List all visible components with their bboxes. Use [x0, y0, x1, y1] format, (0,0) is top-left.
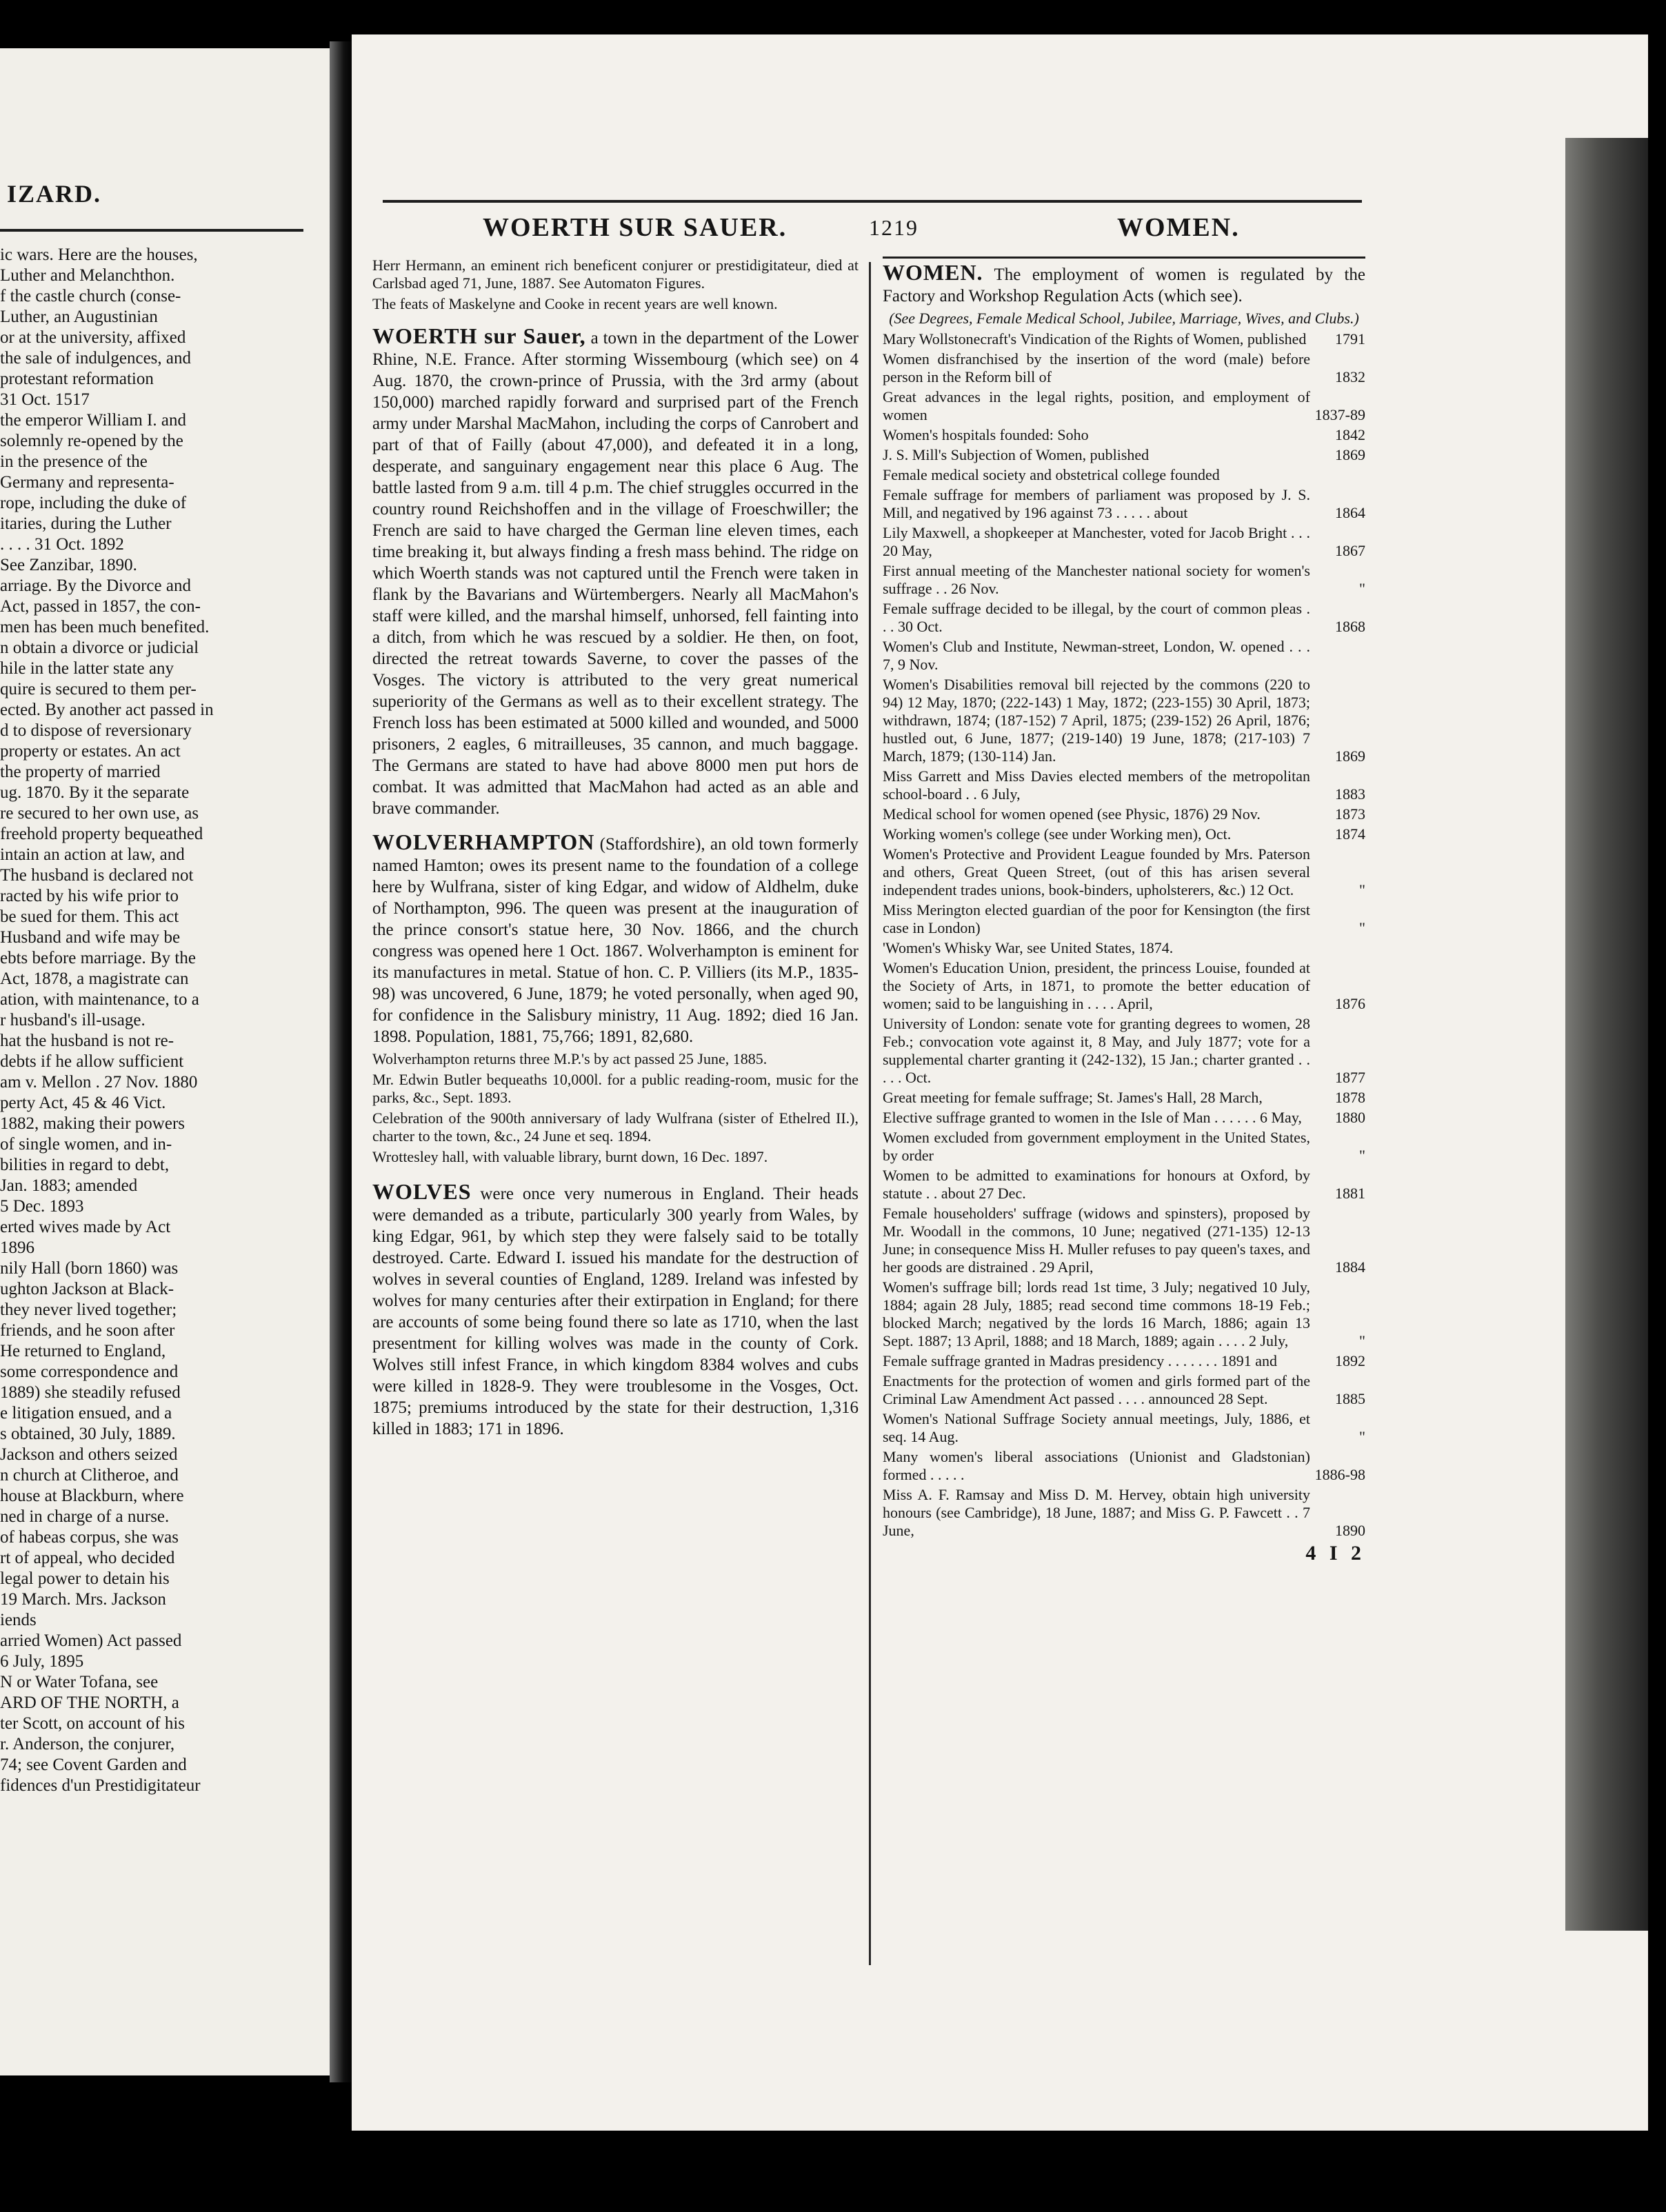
entry-text: Working women's college (see under Working men), Oct.	[883, 825, 1232, 843]
entry-date: 1881	[1335, 1185, 1365, 1202]
entry-text: Enactments for the protection of women and girls formed part of the Criminal Law Amendment Act passed . . . . announced 28 Sept.	[883, 1372, 1310, 1407]
entry-text: J. S. Mill's Subjection of Women, published	[883, 446, 1150, 463]
right-page	[352, 34, 1648, 2131]
women-see-also: (See Degrees, Female Medical School, Jubilee, Marriage, Wives, and Clubs.)	[889, 310, 1359, 327]
left-text-line: Husband and wife may be	[0, 928, 181, 947]
left-text-line: or at the university, affixed	[0, 328, 186, 347]
women-entry	[883, 1015, 1365, 1087]
left-text-line: r. Anderson, the conjurer,	[0, 1735, 175, 1753]
left-text-line: itaries, during the Luther	[0, 514, 172, 533]
column-rule	[869, 262, 871, 1965]
column-1	[372, 257, 859, 1442]
wolverhampton-note: Celebration of the 900th anniversary of lady Wulfrana (sister of Ethelred II.), charter to the town, &c., 24 June et seq. 1894.	[372, 1109, 859, 1145]
hermann-note: Herr Hermann, an eminent rich beneficent conjurer or prestidigitateur, died at Carlsbad aged 71, June, 1887. See Automaton Figures.	[372, 257, 859, 292]
left-text-line: quire is secured to them per-	[0, 680, 197, 698]
left-running-head: IZARD.	[7, 180, 102, 208]
entry-date: "	[1359, 1147, 1365, 1164]
left-text-line: 1896	[0, 1238, 34, 1257]
entry-date: 1876	[1335, 995, 1365, 1012]
left-text-line: racted by his wife prior to	[0, 887, 179, 905]
entry-date: 1884	[1335, 1258, 1365, 1276]
women-entry	[883, 524, 1365, 560]
left-head-rule	[0, 229, 303, 232]
women-entry	[883, 562, 1365, 598]
entry-text: Miss Merington elected guardian of the poor for Kensington (the first case in London)	[883, 901, 1310, 936]
women-entries	[883, 330, 1365, 1540]
left-text-line: hat the husband is not re-	[0, 1032, 174, 1050]
left-text-line: debts if he allow sufficient	[0, 1052, 184, 1071]
left-text-line: perty Act, 45 & 46 Vict.	[0, 1094, 166, 1112]
wolverhampton-note: Wolverhampton returns three M.P.'s by act passed 25 June, 1885.	[372, 1050, 767, 1067]
running-head-right: WOMEN.	[1117, 213, 1240, 242]
women-entry	[883, 426, 1365, 444]
women-entry	[883, 959, 1365, 1013]
left-text-line: ug. 1870. By it the separate	[0, 783, 190, 802]
entry-text: Female suffrage for members of parliament was proposed by J. S. Mill, and negatived by 196 against 73 . . . . . about	[883, 486, 1310, 521]
left-text-line: solemnly re-opened by the	[0, 432, 183, 450]
entry-text: University of London: senate vote for granting degrees to women, 28 Feb.; convocation vote against it, 8 May, and July 1877; vote for a supplemental charter granting it (242-132), 15 Jan.; charter granted . . . . . Oct.	[883, 1015, 1310, 1086]
left-text-line: Jackson and others seized	[0, 1445, 178, 1464]
women-entry	[883, 1278, 1365, 1350]
woerth-body: a town in the department of the Lower Rhine, N.E. France. After storming Wissembourg (which see) on 4 Aug. 1870, the crown-prince of Prussia, with the 3rd army (about 150,000) marched rapidly forward and surprised part of the French army under Marshal MacMahon, including the corps of Canrobert and part of that of Failly (about 47,000), and defeated it in a long, desperate, and sanguinary engagement near this place 6 Aug. The battle lasted from 9 a.m. till 4 p.m. The chief struggles occurred in the country round Reichshoffen and in the village of Froeschwiller; the French are said to have charged the German line eleven times, each time breaking it, but always finding a fresh mass behind. The ridge on which Woerth stands was not captured until the French were taken in flank by the Bavarians and Würtembergers. Nearly all MacMahon's staff were killed, and the marshal himself, unhorsed, fell fainting into a ditch, from which he was rescued by a soldier. He then, on foot, directed the retreat towards Saverne, to cover the passes of the Vosges. The victory is attributed to the very great numerical superiority of the Germans as well as to their excellent strategy. The French loss has been estimated at 5000 killed and wounded, and 5000 prisoners, 2 eagles, 6 mitrailleuses, 35 cannon, and much baggage. The Germans are stated to have had above 8000 men put hors de combat. It was admitted that MacMahon had acted as an able and brave commander.	[372, 329, 859, 818]
entry-text: Female suffrage decided to be illegal, by the court of common pleas . . . 30 Oct.	[883, 600, 1310, 635]
signature-mark: 4 I 2	[1305, 1542, 1365, 1565]
women-entry	[883, 1448, 1365, 1484]
women-entry	[883, 1109, 1365, 1127]
entry-date: 1869	[1335, 747, 1365, 765]
left-text-line: 1889) she steadily refused	[0, 1383, 181, 1402]
left-text-line: N or Water Tofana, see	[0, 1673, 159, 1691]
left-text-line: The husband is declared not	[0, 866, 194, 885]
left-page-text	[0, 245, 303, 1796]
entry-text: Mary Wollstonecraft's Vindication of the Rights of Women, published	[883, 330, 1307, 348]
left-text-line: of single women, and in-	[0, 1135, 172, 1154]
left-page	[0, 48, 330, 2075]
left-text-line: friends, and he soon after	[0, 1321, 175, 1340]
women-entry	[883, 805, 1365, 823]
left-text-line: 1882, making their powers	[0, 1114, 185, 1133]
women-entry	[883, 1089, 1365, 1107]
women-entry	[883, 466, 1365, 484]
entry-text: Women's Club and Institute, Newman-street, London, W. opened . . . 7, 9 Nov.	[883, 638, 1310, 673]
entry-text: Many women's liberal associations (Unionist and Gladstonian) formed . . . . .	[883, 1448, 1310, 1483]
left-text-line: Act, 1878, a magistrate can	[0, 969, 189, 988]
gutter-shadow	[330, 41, 353, 2082]
left-text-line: fidences d'un Prestidigitateur	[0, 1776, 201, 1795]
left-text-line: d to dispose of reversionary	[0, 721, 192, 740]
left-text-line: Act, passed in 1857, the con-	[0, 597, 201, 616]
entry-date: "	[1359, 1428, 1365, 1445]
left-text-line: r husband's ill-usage.	[0, 1011, 145, 1029]
left-text-line: ned in charge of a nurse.	[0, 1507, 170, 1526]
left-text-line: rope, including the duke of	[0, 494, 187, 512]
women-entry	[883, 446, 1365, 464]
left-text-line: arried Women) Act passed	[0, 1631, 182, 1650]
entry-text: Lily Maxwell, a shopkeeper at Manchester, voted for Jacob Bright . . . 20 May,	[883, 524, 1310, 559]
left-text-line: bilities in regard to debt,	[0, 1156, 170, 1174]
woerth-article	[372, 325, 859, 819]
left-text-line: 31 Oct. 1517	[0, 390, 90, 409]
entry-text: Female suffrage granted in Madras presidency . . . . . . . 1891 and	[883, 1352, 1278, 1369]
left-text-line: ter Scott, on account of his	[0, 1714, 185, 1733]
left-text-line: 5 Dec. 1893	[0, 1197, 84, 1216]
wolves-article	[372, 1181, 859, 1440]
women-intro: The employment of women is regulated by the Factory and Workshop Regulation Acts (which see).	[883, 265, 1365, 305]
left-text-line: iends	[0, 1611, 37, 1629]
left-text-line: s obtained, 30 July, 1889.	[0, 1425, 176, 1443]
left-text-line: legal power to detain his	[0, 1569, 170, 1588]
running-head-left: WOERTH SUR SAUER.	[483, 213, 787, 242]
entry-text: Women's Education Union, president, the princess Louise, founded at the Society of Arts, in 1871, to promote the better education of women; said to be languishing in . . . . April,	[883, 959, 1310, 1012]
entry-text: Women's hospitals founded: Soho	[883, 426, 1089, 443]
women-entry	[883, 1167, 1365, 1203]
left-text-line: ARD OF THE NORTH, a	[0, 1693, 179, 1712]
left-text-line: ughton Jackson at Black-	[0, 1280, 174, 1298]
page-edge	[1565, 138, 1648, 1931]
left-text-line: property or estates. An act	[0, 742, 181, 761]
left-text-line: arriage. By the Divorce and	[0, 576, 191, 595]
left-text-line: 6 July, 1895	[0, 1652, 84, 1671]
page-number: 1219	[869, 215, 919, 240]
left-text-line: ebts before marriage. By the	[0, 949, 196, 967]
women-entry	[883, 1352, 1365, 1370]
left-text-line: re secured to her own use, as	[0, 804, 199, 823]
women-entry	[883, 638, 1365, 674]
women-entry	[883, 350, 1365, 386]
women-article	[883, 262, 1365, 307]
entry-text: Women disfranchised by the insertion of the word (male) before person in the Reform bill of	[883, 350, 1310, 385]
maskelyne-note: The feats of Maskelyne and Cooke in recent years are well known.	[372, 295, 778, 312]
women-entry	[883, 1372, 1365, 1408]
women-entry	[883, 901, 1365, 937]
women-entry	[883, 939, 1365, 957]
left-text-line: ation, with maintenance, to a	[0, 990, 199, 1009]
entry-text: Miss A. F. Ramsay and Miss D. M. Hervey, obtain high university honours (see Cambridge), 18 June, 1887; and Miss G. P. Fawcett . . 7 June,	[883, 1486, 1310, 1539]
wolverhampton-note: Mr. Edwin Butler bequeaths 10,000l. for a public reading-room, music for the parks, &c., Sept. 1893.	[372, 1071, 859, 1106]
entry-date: 1883	[1335, 785, 1365, 803]
wolverhampton-note: Wrottesley hall, with valuable library, burnt down, 16 Dec. 1897.	[372, 1148, 768, 1165]
women-entry	[883, 845, 1365, 899]
entry-text: Medical school for women opened (see Physic, 1876) 29 Nov.	[883, 805, 1261, 823]
left-text-line: e litigation ensued, and a	[0, 1404, 172, 1422]
entry-date: 1886-98	[1314, 1466, 1365, 1483]
entry-date: 1878	[1335, 1089, 1365, 1106]
entry-date: 1890	[1335, 1522, 1365, 1539]
left-text-line: 19 March. Mrs. Jackson	[0, 1590, 166, 1609]
wolves-body: were once very numerous in England. Their heads were demanded as a tribute, particularly 300 yearly from Wales, by king Edgar, 961, by which step they were falsely said to be totally destroyed. Carte. Edward I. issued his mandate for the destruction of wolves in several counties of England, 1289. Ireland was infested by wolves for many centuries after their extirpation in England; for there are accounts of some being found there so late as 1710, when the last presentment for killing wolves was made in the county of Cork. Wolves still infest France, in which kingdom 8384 wolves and cubs were killed in 1828-9. They were troublesome in the Vosges, Oct. 1875; premiums introduced by the state for their destruction, 1,316 killed in 1883; 171 in 1896.	[372, 1185, 859, 1438]
entry-text: First annual meeting of the Manchester national society for women's suffrage . . 26 Nov.	[883, 562, 1310, 597]
left-text-line: be sued for them. This act	[0, 907, 179, 926]
women-entry	[883, 1129, 1365, 1165]
entry-date: 1867	[1335, 542, 1365, 559]
entry-text: Women's Protective and Provident League founded by Mrs. Paterson and others, Great Queen Street, (out of this has arisen several independent trades unions, book-binders, upholsterers, &c.) 12 Oct.	[883, 845, 1310, 898]
left-text-line: the emperor William I. and	[0, 411, 186, 430]
entry-date: 1842	[1335, 426, 1365, 443]
left-text-line: Germany and representa-	[0, 473, 174, 492]
left-text-line: 74; see Covent Garden and	[0, 1756, 187, 1774]
left-text-line: they never lived together;	[0, 1300, 177, 1319]
entry-text: Elective suffrage granted to women in the Isle of Man . . . . . . 6 May,	[883, 1109, 1302, 1126]
women-entry	[883, 1410, 1365, 1446]
entry-date: 1880	[1335, 1109, 1365, 1126]
left-text-line: See Zanzibar, 1890.	[0, 556, 137, 574]
women-entry	[883, 388, 1365, 424]
wolves-headword: WOLVES	[372, 1179, 472, 1204]
left-text-line: of habeas corpus, she was	[0, 1528, 179, 1547]
entry-date: 1877	[1335, 1069, 1365, 1086]
entry-date: "	[1359, 1332, 1365, 1349]
left-text-line: rt of appeal, who decided	[0, 1549, 175, 1567]
left-text-line: protestant reformation	[0, 370, 154, 388]
header-bottom-rule	[883, 257, 1365, 259]
entry-date: 1832	[1335, 368, 1365, 385]
women-entry	[883, 676, 1365, 765]
entry-date: 1868	[1335, 618, 1365, 635]
entry-date: "	[1359, 919, 1365, 936]
women-headword: WOMEN.	[883, 260, 983, 285]
wolverhampton-headword: WOLVERHAMPTON	[372, 830, 595, 854]
wolverhampton-body: (Staffordshire), an old town formerly named Hamton; owes its present name to the foundation of a college here by Wulfrana, sister of king Edgar, and widow of Aldhelm, duke of Northampton, 996. The queen was present at the inauguration of the prince consort's statue here, 30 Nov. 1866, and the church congress was opened here 1 Oct. 1867. Wolverhampton is eminent for its manufactures in metal. Statue of hon. C. P. Villiers (its M.P., 1835-98) was uncovered, 6 June, 1879; he voted personally, when aged 90, for confidence in the Salisbury ministry, 11 Aug. 1892; died 16 Jan. 1898. Population, 1881, 75,766; 1891, 82,680.	[372, 835, 859, 1046]
entry-date: 1837-89	[1314, 406, 1365, 423]
entry-date: 1864	[1335, 504, 1365, 521]
woerth-headword: WOERTH sur Sauer,	[372, 323, 586, 348]
entry-date: 1873	[1335, 805, 1365, 823]
left-text-line: ected. By another act passed in	[0, 701, 214, 719]
left-text-line: nily Hall (born 1860) was	[0, 1259, 179, 1278]
entry-text: Women excluded from government employment in the United States, by order	[883, 1129, 1310, 1164]
left-text-line: house at Blackburn, where	[0, 1487, 184, 1505]
header-top-rule	[383, 200, 1362, 203]
left-text-line: n church at Clitheroe, and	[0, 1466, 179, 1485]
women-entry	[883, 1486, 1365, 1540]
left-text-line: intain an action at law, and	[0, 845, 185, 864]
wolverhampton-notes	[372, 1050, 859, 1166]
women-entry	[883, 330, 1365, 348]
left-text-line: the sale of indulgences, and	[0, 349, 191, 368]
entry-text: Women's National Suffrage Society annual meetings, July, 1886, et seq. 14 Aug.	[883, 1410, 1310, 1445]
left-text-line: f the castle church (conse-	[0, 287, 181, 305]
entry-date: 1869	[1335, 446, 1365, 463]
entry-date: 1791	[1335, 330, 1365, 348]
column-2	[883, 262, 1365, 1564]
entry-text: Women's suffrage bill; lords read 1st time, 3 July; negatived 10 July, 1884; again 28 July, 1885; read second time commons 18-19 Feb.; blocked March; negatived by the lords 16 March, 1886; again 13 Sept. 1887; 13 April, 1888; and 18 March, 1889; again . . . . 2 July,	[883, 1278, 1310, 1349]
entry-text: Great meeting for female suffrage; St. James's Hall, 28 March,	[883, 1089, 1263, 1106]
women-entry	[883, 825, 1365, 843]
left-text-line: Luther and Melanchthon.	[0, 266, 175, 285]
entry-text: Miss Garrett and Miss Davies elected members of the metropolitan school-board . . 6 July,	[883, 767, 1310, 803]
left-text-line: Luther, an Augustinian	[0, 308, 158, 326]
left-text-line: hile in the latter state any	[0, 659, 174, 678]
left-text-line: in the presence of the	[0, 452, 148, 471]
left-text-line: men has been much benefited.	[0, 618, 210, 636]
entry-date: 1885	[1335, 1390, 1365, 1407]
left-text-line: . . . . 31 Oct. 1892	[0, 535, 124, 554]
women-entry	[883, 1205, 1365, 1276]
left-text-line: freehold property bequeathed	[0, 825, 203, 843]
left-text-line: the property of married	[0, 763, 161, 781]
entry-date: 1892	[1335, 1352, 1365, 1369]
left-text-line: am v. Mellon . 27 Nov. 1880	[0, 1073, 198, 1092]
left-text-line: He returned to England,	[0, 1342, 166, 1360]
left-text-line: n obtain a divorce or judicial	[0, 639, 199, 657]
left-text-line: Jan. 1883; amended	[0, 1176, 138, 1195]
left-text-line: erted wives made by Act	[0, 1218, 171, 1236]
entry-text: Female medical society and obstetrical college founded	[883, 466, 1220, 483]
women-entry	[883, 767, 1365, 803]
wolverhampton-article	[372, 832, 859, 1047]
entry-date: "	[1359, 580, 1365, 597]
entry-date: 1874	[1335, 825, 1365, 843]
women-entry	[883, 486, 1365, 522]
entry-text: Women to be admitted to examinations for honours at Oxford, by statute . . about 27 Dec.	[883, 1167, 1310, 1202]
left-text-line: ic wars. Here are the houses,	[0, 245, 198, 264]
women-entry	[883, 600, 1365, 636]
entry-text: Female householders' suffrage (widows and spinsters), proposed by Mr. Woodall in the commons, 10 June; negatived (271-135) 12-13 June; in consequence Miss H. Muller refuses to pay queen's taxes, and her goods are distrained . 29 April,	[883, 1205, 1310, 1276]
entry-text: Women's Disabilities removal bill rejected by the commons (220 to 94) 12 May, 1870; (222-143) 1 May, 1872; (223-155) 30 April, 1873; withdrawn, 1874; (187-152) 7 April, 1875; (239-152) 26 April, 1876; hustled out, 6 June, 1877; (219-140) 19 June, 1878; (217-103) 7 March, 1879; (130-114) Jan.	[883, 676, 1310, 765]
entry-text: Great advances in the legal rights, position, and employment of women	[883, 388, 1310, 423]
left-text-line: some correspondence and	[0, 1363, 179, 1381]
entry-text: 'Women's Whisky War, see United States, 1874.	[883, 939, 1174, 956]
entry-date: "	[1359, 881, 1365, 898]
